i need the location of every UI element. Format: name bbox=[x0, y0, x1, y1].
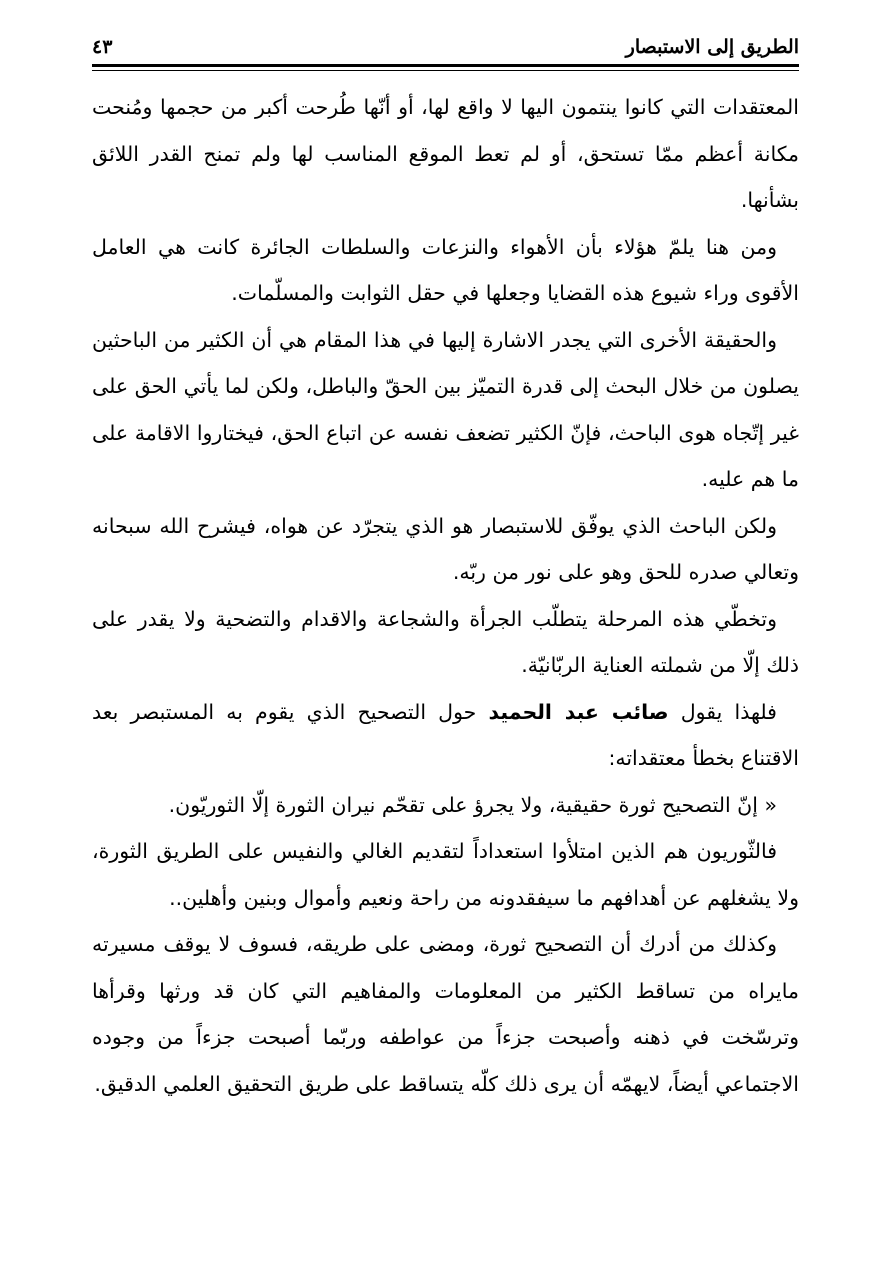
paragraph-with-author bbox=[92, 689, 799, 782]
running-title: الطريق إلى الاستبصار bbox=[625, 36, 799, 58]
paragraph: ومن هنا يلمّ هؤلاء بأن الأهواء والنزعات والسلطات الجائرة كانت هي العامل الأقوى وراء شيوع هذه القضايا وجعلها في حقل الثوابت والمسلّمات. bbox=[92, 234, 799, 305]
paragraph-text: فلهذا يقول bbox=[668, 699, 777, 724]
paragraph: والحقيقة الأخرى التي يجدر الاشارة إليها في هذا المقام هي أن الكثير من الباحثين يصلون من خلال البحث إلى قدرة التميّز بين الحقّ والباطل، ولكن لما يأتي الحق على غير إتّجاه هوى الباحث، فإنّ الكثير تضعف نفسه عن اتباع الحق، فيختاروا الاقامة على ما هم عليه. bbox=[92, 327, 799, 491]
page-number: ٤٣ bbox=[92, 36, 113, 58]
quote-paragraph: « إنّ التصحيح ثورة حقيقية، ولا يجرؤ على تقحّم نيران الثورة إلّا الثوريّون. bbox=[168, 792, 777, 817]
quote-paragraph: فالثّوريون هم الذين امتلأوا استعداداً لتقديم الغالي والنفيس على الطريق الثورة، ولا يشغلهم عن أهدافهم ما سيفقدونه من راحة ونعيم وأموال وبنين وأهلين.. bbox=[92, 839, 799, 910]
paragraph-text: حول التصحيح الذي يقوم به المستبصر بعد الاقتناع بخطأ معتقداته: bbox=[92, 699, 799, 770]
paragraph: وتخطّي هذه المرحلة يتطلّب الجرأة والشجاعة والاقدام والتضحية ولا يقدر على ذلك إلّا من شملته العناية الربّانيّة. bbox=[92, 606, 799, 677]
author-name: صائب عبد الحميد bbox=[488, 699, 669, 724]
quote-paragraph: وكذلك من أدرك أن التصحيح ثورة، ومضى على طريقه، فسوف لا يوقف مسيرته مايراه من تساقط الكثير من المعلومات والمفاهيم التي كان قد ورثها وقرأها وترسّخت في ذهنه وأصبحت جزءاً من عواطفه وربّما أصبحت جزءاً من وجوده الاجتماعي أيضاً، لايهمّه أن يرى ذلك كلّه يتساقط على طريق التحقيق العلمي الدقيق. bbox=[92, 932, 799, 1096]
header-rule-thin bbox=[92, 70, 799, 71]
body-text bbox=[92, 84, 799, 1107]
page-header bbox=[92, 32, 799, 62]
paragraph: المعتقدات التي كانوا ينتمون اليها لا واقع لها، أو أنّها طُرحت أكبر من حجمها ومُنحت مكانة أعظم ممّا تستحق، أو لم تعط الموقع المناسب لها ولم تمنح القدر اللائق بشأنها. bbox=[92, 95, 799, 212]
header-rule-thick bbox=[92, 64, 799, 67]
paragraph: ولكن الباحث الذي يوفّق للاستبصار هو الذي يتجرّد عن هواه، فيشرح الله سبحانه وتعالي صدره للحق وهو على نور من ربّه. bbox=[92, 513, 799, 584]
